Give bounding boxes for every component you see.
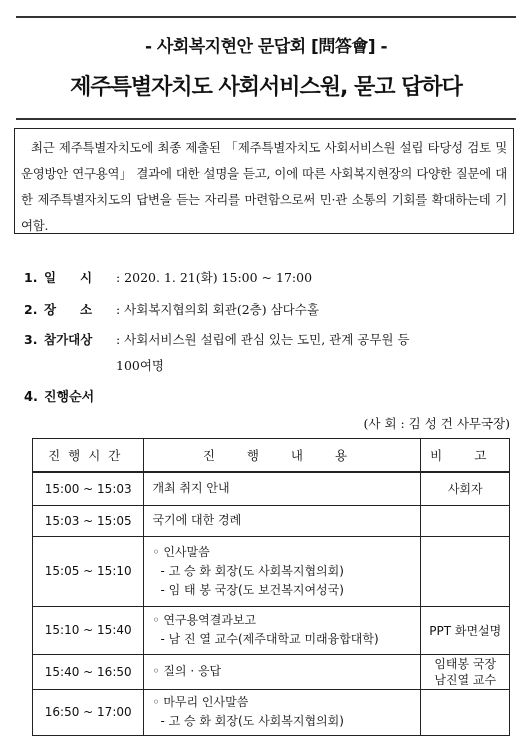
cell-note — [421, 505, 510, 536]
cell-content: ◦ 마무리 인사말씀 - 고 승 화 회장(도 사회복지협의회) — [144, 689, 421, 735]
cell-content: ◦ 인사말씀 - 고 승 화 회장(도 사회복지협의회) - 임 태 봉 국장(도 보건복지여성국) — [144, 536, 421, 606]
cell-content: 개최 취지 안내 — [144, 472, 421, 505]
info-number: 4. — [24, 390, 38, 405]
info-value: : 사회복지협의회 회관(2층) 삼다수홀 — [116, 302, 319, 317]
intro-box — [14, 128, 514, 234]
table-row — [33, 472, 510, 505]
info-label: 참가대상 — [44, 332, 93, 347]
table-row — [33, 536, 510, 606]
info-item-place — [24, 300, 319, 318]
header-note: 비 고 — [421, 439, 510, 473]
info-number: 2. — [24, 302, 38, 317]
table-row — [33, 505, 510, 536]
event-subtitle: - 사회복지현안 문답회 [問答會] - — [144, 37, 388, 57]
cell-content: ◦ 질의 · 응답 — [144, 654, 421, 689]
cell-time: 15:00 ~ 15:03 — [33, 472, 144, 505]
table-row — [33, 654, 510, 689]
cell-time: 16:50 ~ 17:00 — [33, 689, 144, 735]
title-block — [16, 16, 516, 120]
moderator-note: (사 회 : 김 성 건 사무국장) — [363, 416, 510, 431]
cell-note — [421, 536, 510, 606]
cell-time: 15:40 ~ 16:50 — [33, 654, 144, 689]
cell-time: 15:10 ~ 15:40 — [33, 606, 144, 654]
intro-text: 최근 제주특별자치도에 최종 제출된 「제주특별자치도 사회서비스원 설립 타당성 검토 및 운영방안 연구용역」 결과에 대한 설명을 듣고, 이에 따른 사회복지현장의 다양한 질문에 대한 제주특별자치도의 답변을 듣는 자리를 마련함으로써 민·관 소통의 기회를 확대하는데 기여함. — [21, 140, 507, 233]
info-label: 진행순서 — [44, 390, 95, 405]
table-row — [33, 689, 510, 735]
cell-time: 15:03 ~ 15:05 — [33, 505, 144, 536]
info-value: : 사회서비스원 설립에 관심 있는 도민, 관계 공무원 등 — [116, 332, 410, 347]
info-value-continued: 100여명 — [116, 358, 165, 373]
cell-note — [421, 689, 510, 735]
table-row — [33, 606, 510, 654]
header-content: 진 행 내 용 — [144, 439, 421, 473]
info-item-datetime — [24, 268, 312, 286]
info-value: : 2020. 1. 21(화) 15:00 ~ 17:00 — [116, 270, 313, 285]
info-number: 1. — [24, 270, 38, 285]
header-time: 진행시간 — [33, 439, 144, 473]
page-title: 제주특별자치도 사회서비스원, 묻고 답하다 — [70, 75, 462, 100]
info-number: 3. — [24, 332, 38, 347]
cell-note: PPT 화면설명 — [421, 606, 510, 654]
section-heading-program — [24, 386, 94, 405]
cell-content: ◦ 연구용역결과보고 - 남 진 열 교수(제주대학교 미래융합대학) — [144, 606, 421, 654]
schedule-table — [32, 438, 510, 736]
cell-content: 국기에 대한 경례 — [144, 505, 421, 536]
cell-note: 사회자 — [421, 472, 510, 505]
table-header-row — [33, 439, 510, 473]
info-label: 일 시 — [44, 270, 93, 285]
info-label: 장 소 — [44, 302, 93, 317]
cell-time: 15:05 ~ 15:10 — [33, 536, 144, 606]
cell-note: 임태봉 국장 남진열 교수 — [421, 654, 510, 689]
info-item-participants — [24, 330, 410, 348]
